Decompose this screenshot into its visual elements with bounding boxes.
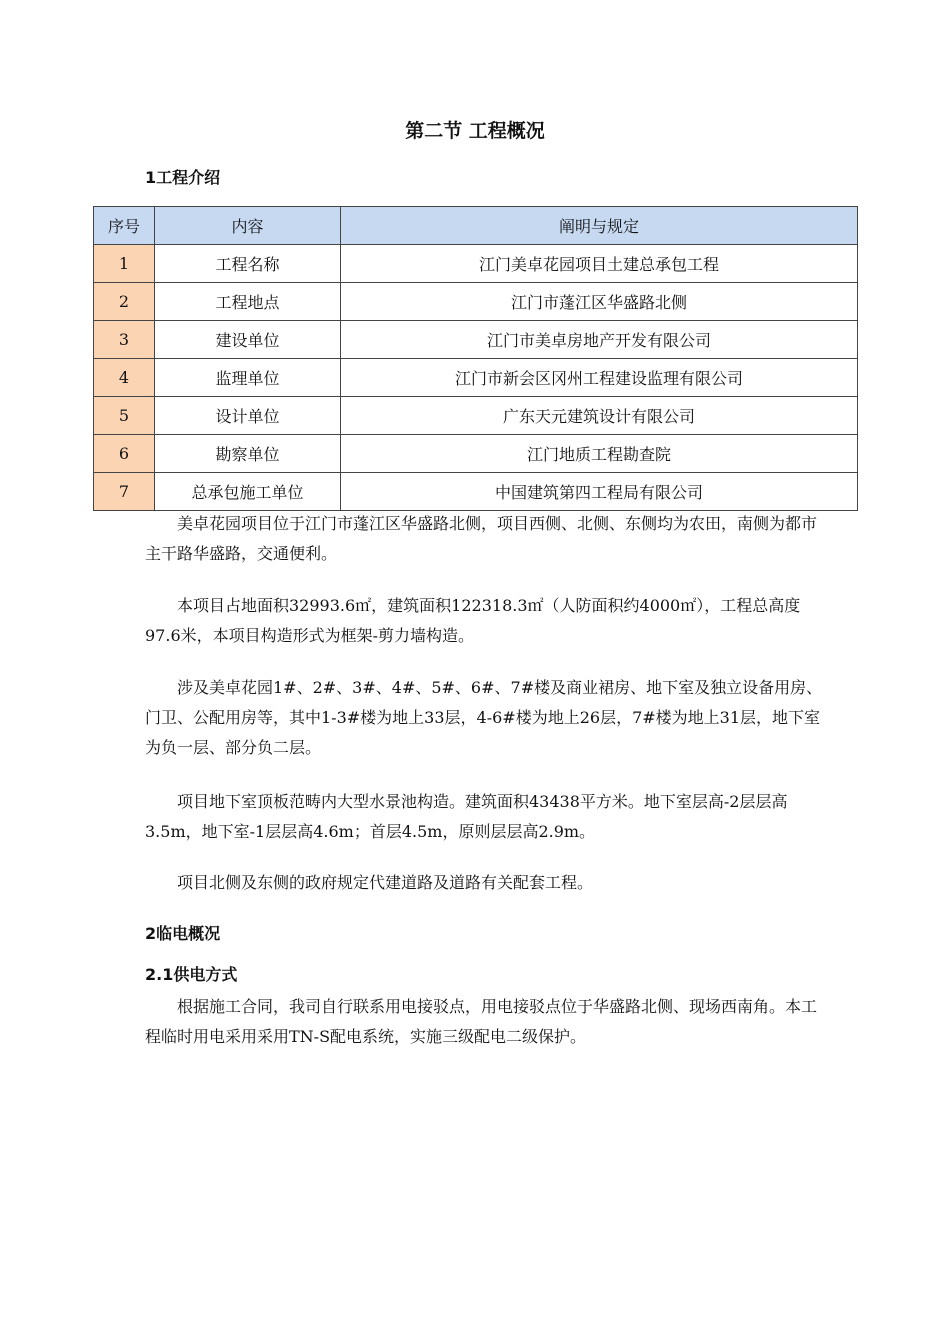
row-description: 江门市蓬江区华盛路北侧 — [341, 283, 858, 321]
table-header-row — [94, 207, 858, 245]
row-content: 勘察单位 — [155, 435, 341, 473]
row-content: 工程地点 — [155, 283, 341, 321]
paragraph-location: 美卓花园项目位于江门市蓬江区华盛路北侧，项目西侧、北侧、东侧均为农田，南侧为都市主干路华盛路，交通便利。 — [145, 514, 818, 563]
table-row — [94, 359, 858, 397]
row-description: 中国建筑第四工程局有限公司 — [341, 473, 858, 511]
table-row — [94, 283, 858, 321]
row-description: 江门市美卓房地产开发有限公司 — [341, 321, 858, 359]
paragraph-roads: 项目北侧及东侧的政府规定代建道路及道路有关配套工程。 — [177, 873, 594, 892]
header-index: 序号 — [94, 207, 155, 245]
row-description: 江门市新会区冈州工程建设监理有限公司 — [341, 359, 858, 397]
table-row — [94, 245, 858, 283]
section-heading-2: 2临电概况 — [145, 924, 221, 943]
row-content: 监理单位 — [155, 359, 341, 397]
paragraph-power-supply: 根据施工合同，我司自行联系用电接驳点，用电接驳点位于华盛路北侧、现场西南角。本工程临时用电采用采用TN-S配电系统，实施三级配电二级保护。 — [145, 997, 818, 1046]
row-index: 6 — [94, 435, 155, 473]
paragraph-basement: 项目地下室顶板范畴内大型水景池构造。建筑面积43438平方米。地下室层高-2层层高3.5m，地下室-1层层高4.6m；首层4.5m，原则层层高2.9m。 — [145, 792, 788, 841]
row-index: 7 — [94, 473, 155, 511]
row-content: 设计单位 — [155, 397, 341, 435]
row-description: 江门美卓花园项目土建总承包工程 — [341, 245, 858, 283]
page-title: 第二节 工程概况 — [405, 120, 545, 142]
row-description: 广东天元建筑设计有限公司 — [341, 397, 858, 435]
row-index: 1 — [94, 245, 155, 283]
row-content: 工程名称 — [155, 245, 341, 283]
row-content: 建设单位 — [155, 321, 341, 359]
row-content: 总承包施工单位 — [155, 473, 341, 511]
table-row — [94, 473, 858, 511]
table-row — [94, 397, 858, 435]
paragraph-area: 本项目占地面积32993.6㎡，建筑面积122318.3㎡（人防面积约4000㎡），工程总高度97.6米，本项目构造形式为框架-剪力墙构造。 — [145, 596, 801, 645]
section-heading-1: 1工程介绍 — [145, 168, 221, 187]
section-heading-2-1: 2.1供电方式 — [145, 965, 238, 984]
row-index: 5 — [94, 397, 155, 435]
paragraph-buildings: 涉及美卓花园1#、2#、3#、4#、5#、6#、7#楼及商业裙房、地下室及独立设备用房、门卫、公配用房等，其中1-3#楼为地上33层，4-6#楼为地上26层，7#楼为地上31层，地下室为负一层、部分负二层。 — [145, 678, 823, 757]
table-row — [94, 321, 858, 359]
row-index: 3 — [94, 321, 155, 359]
project-info-table — [93, 206, 858, 511]
row-description: 江门地质工程勘查院 — [341, 435, 858, 473]
table-row — [94, 435, 858, 473]
header-description: 阐明与规定 — [341, 207, 858, 245]
row-index: 4 — [94, 359, 155, 397]
row-index: 2 — [94, 283, 155, 321]
header-content: 内容 — [155, 207, 341, 245]
